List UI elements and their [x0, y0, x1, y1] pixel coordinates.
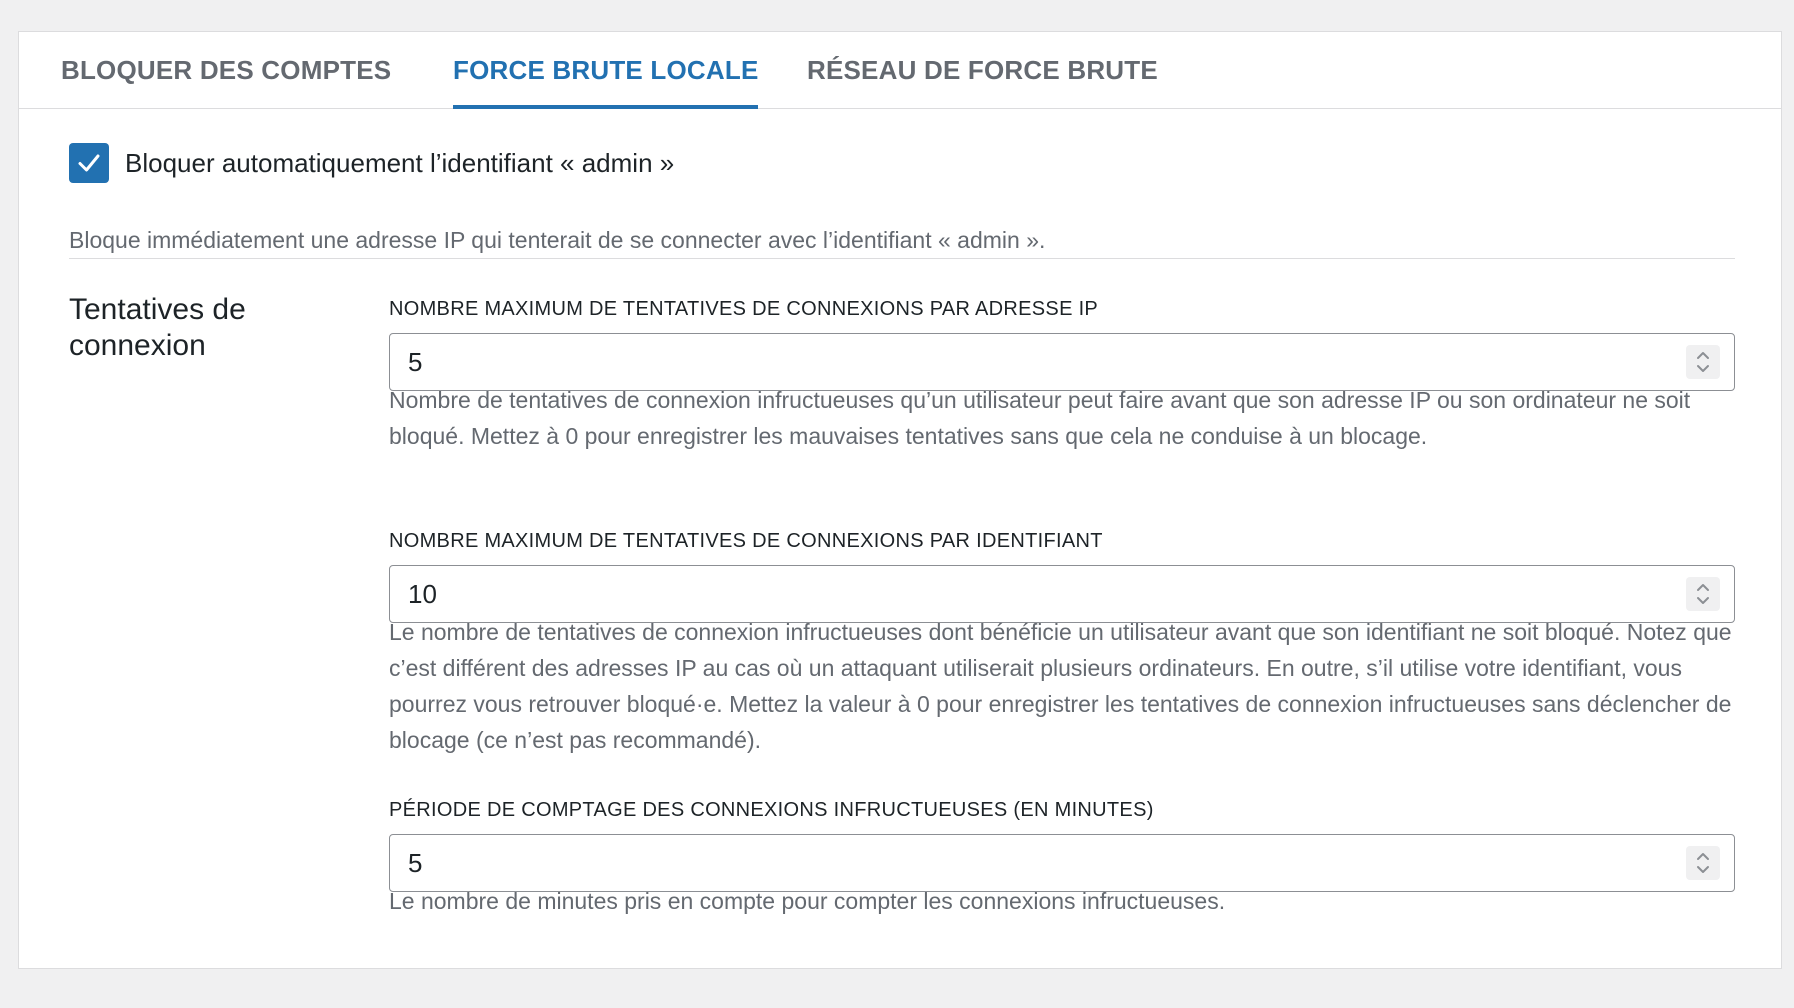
tab-force-brute-locale[interactable]: FORCE BRUTE LOCALE — [453, 32, 758, 108]
lockout-period-value[interactable]: 5 — [408, 848, 423, 878]
max-attempts-user-value[interactable]: 10 — [408, 579, 437, 609]
tab-bloquer-des-comptes[interactable]: BLOQUER DES COMPTES — [61, 55, 392, 85]
settings-card — [18, 31, 1782, 969]
lockout-period-help: Le nombre de minutes pris en compte pour compter les connexions infructueuses. — [389, 888, 1226, 914]
max-attempts-ip-help: Nombre de tentatives de connexion infructueuses qu’un utilisateur peut faire avant que son adresse IP ou son ordinateur ne soit bloqué. Mettez à 0 pour enregistrer les mauvaises tentatives sans que cela ne conduise à un blocage. — [389, 387, 1691, 449]
stepper-arrows-icon — [1695, 850, 1711, 876]
lockout-period-label: PÉRIODE DE COMPTAGE DES CONNEXIONS INFRUCTUEUSES (EN MINUTES) — [389, 799, 1154, 821]
max-attempts-ip-value[interactable]: 5 — [408, 347, 423, 377]
max-attempts-user-help: Le nombre de tentatives de connexion infructueuses dont bénéficie un utilisateur avant que son identifiant ne soit bloqué. Notez que c’est différent des adresses IP au cas où un attaquant utiliserait plusieurs ordinateurs. En outre, s’il utilise votre identifiant, vous pourrez vous retrouver bloqué·e. Mettez la valeur à 0 pour enregistrer les tentatives de connexion infructueuses sans déclencher de blocage (ce n’est pas recommandé). — [389, 619, 1732, 753]
stepper-arrows-icon — [1695, 349, 1711, 375]
stepper-arrows-icon — [1695, 581, 1711, 607]
admin-block-help: Bloque immédiatement une adresse IP qui tenterait de se connecter avec l’identifiant « admin ». — [69, 227, 1046, 253]
admin-block-label[interactable]: Bloquer automatiquement l’identifiant « admin » — [125, 147, 675, 178]
admin-block-row — [69, 142, 674, 184]
max-attempts-user-stepper[interactable] — [1686, 577, 1720, 611]
section-title: Tentatives de connexion — [69, 293, 246, 362]
section-divider — [69, 258, 1735, 259]
admin-block-checkbox[interactable] — [69, 143, 109, 183]
max-attempts-user-label: NOMBRE MAXIMUM DE TENTATIVES DE CONNEXIONS PAR IDENTIFIANT — [389, 530, 1103, 552]
max-attempts-ip-label: NOMBRE MAXIMUM DE TENTATIVES DE CONNEXIONS PAR ADRESSE IP — [389, 298, 1099, 320]
checkmark-icon — [76, 150, 102, 176]
lockout-period-stepper[interactable] — [1686, 846, 1720, 880]
tab-bar — [19, 32, 1781, 109]
max-attempts-ip-stepper[interactable] — [1686, 345, 1720, 379]
tab-reseau-de-force-brute[interactable]: RÉSEAU DE FORCE BRUTE — [807, 55, 1158, 85]
